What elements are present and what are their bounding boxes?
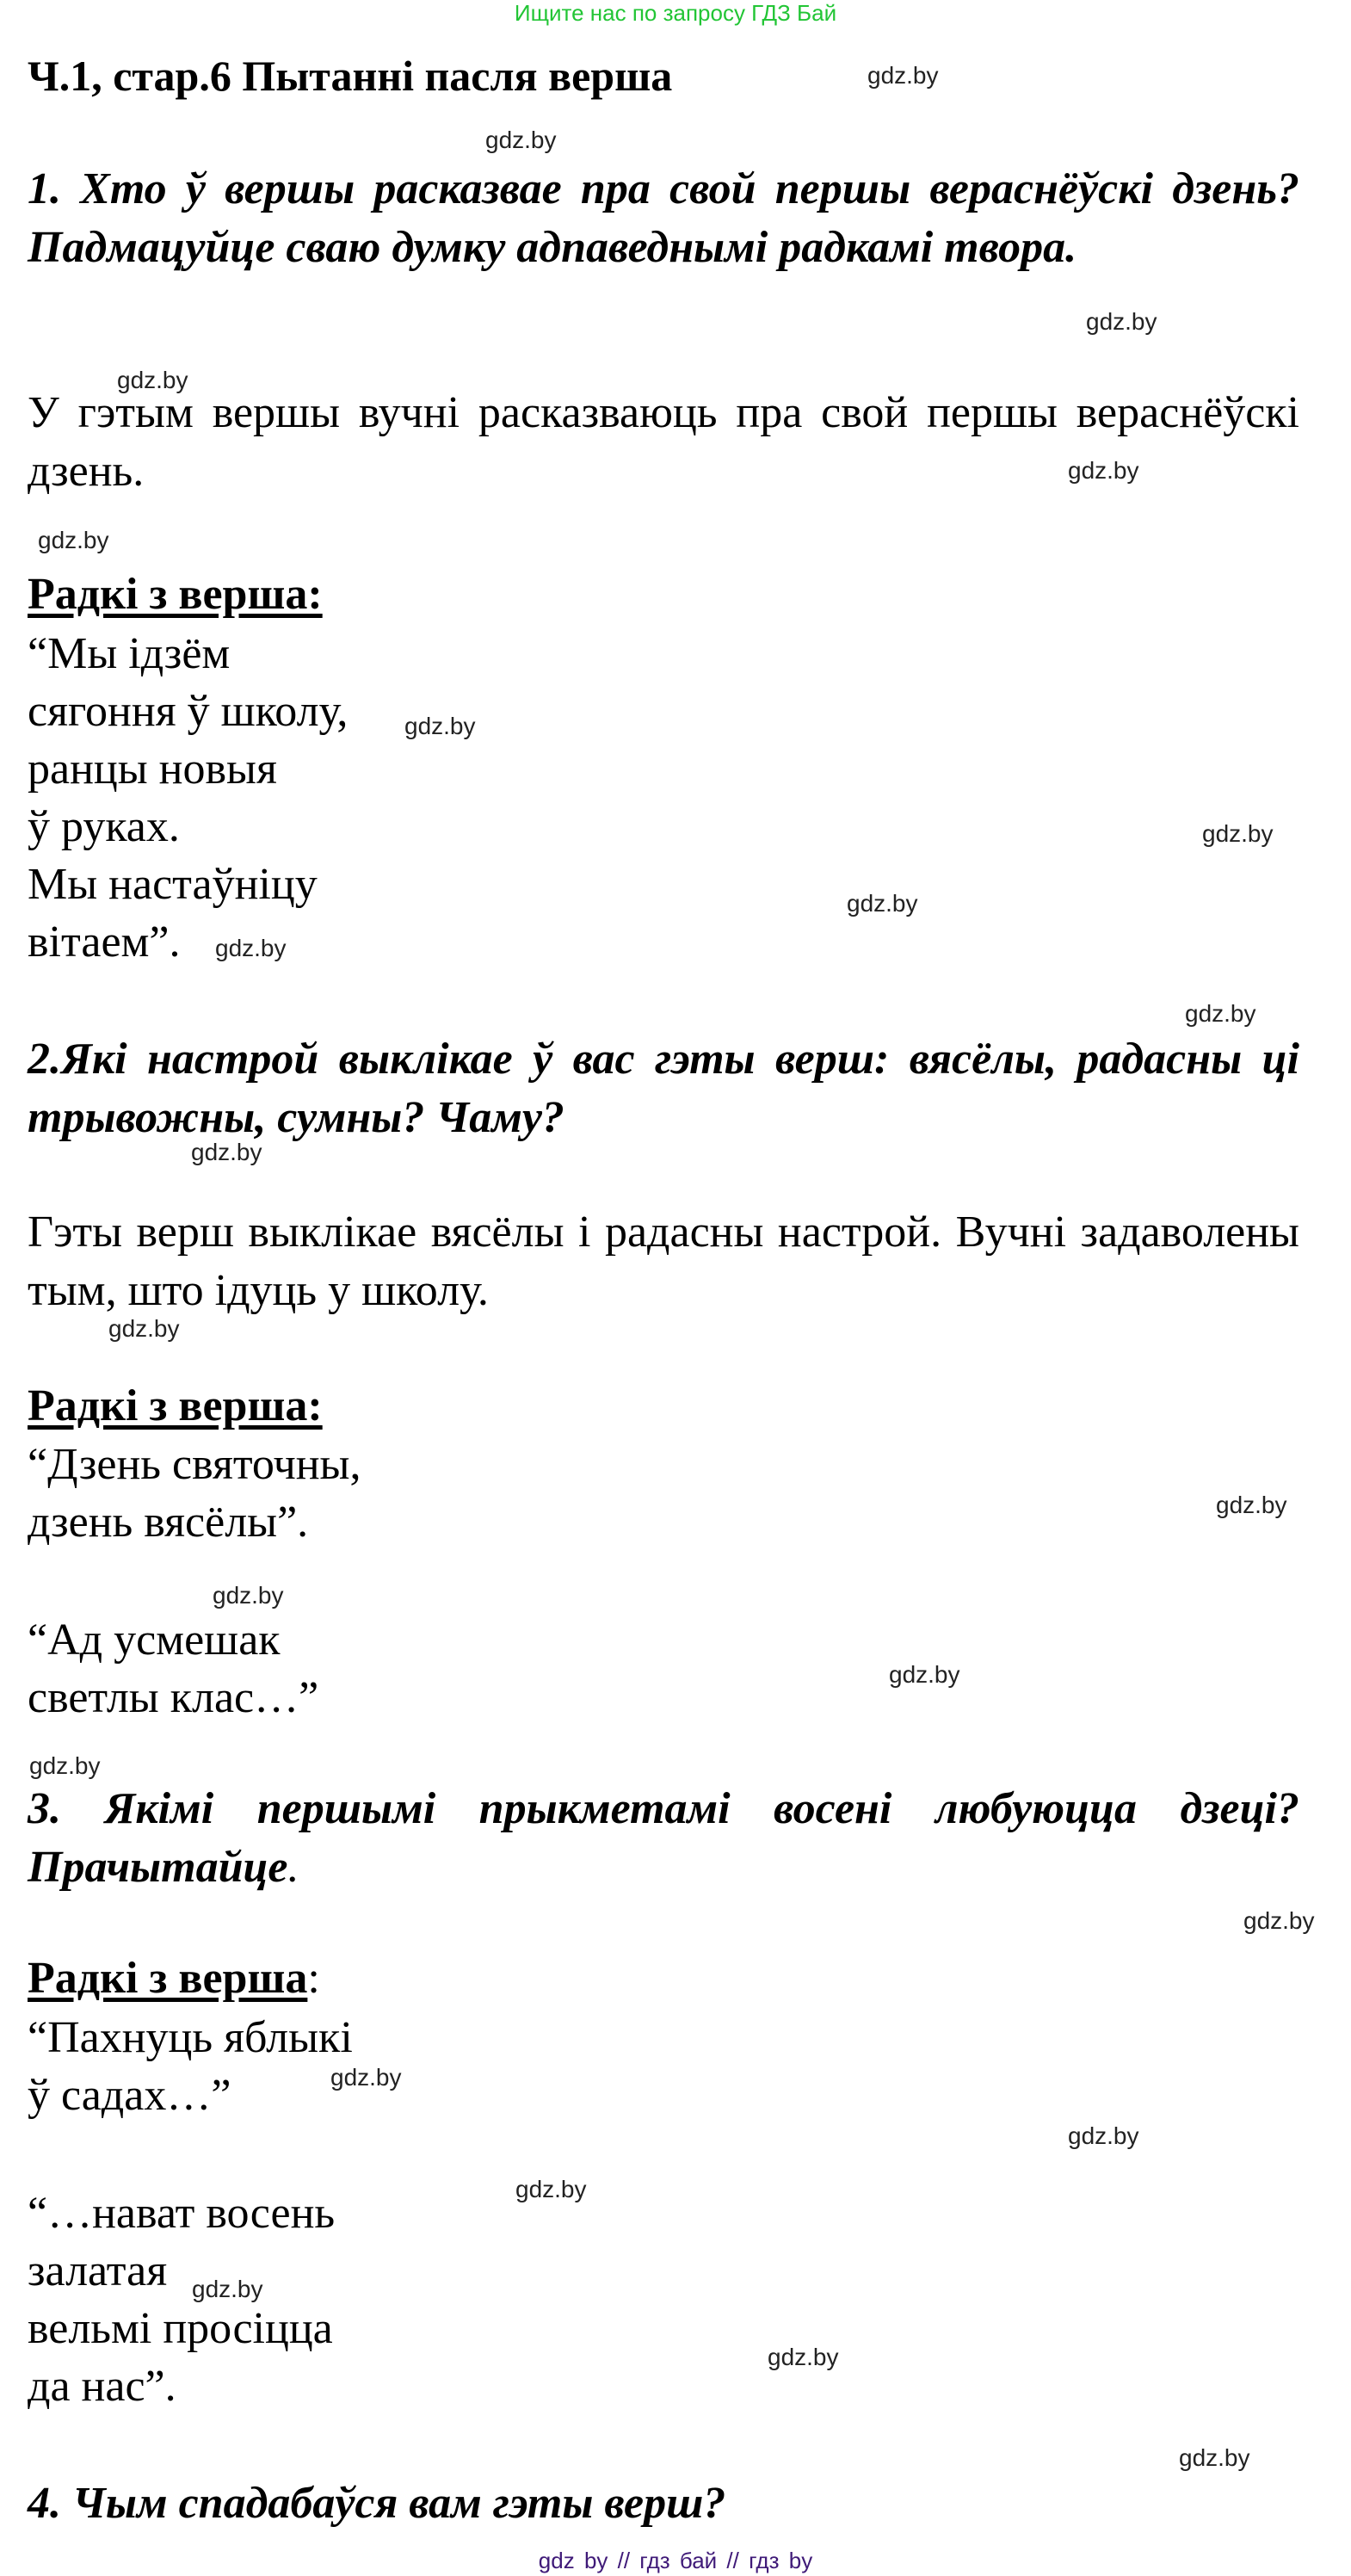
verse-line: ў садах…”	[28, 2071, 231, 2120]
top-banner[interactable]: Ищите нас по запросу ГДЗ Бай	[514, 0, 837, 26]
verse-block-2b	[28, 1611, 318, 1727]
watermark: gdz.by	[192, 2276, 263, 2302]
watermark: gdz.by	[867, 62, 939, 89]
quotes-heading-3	[28, 1952, 320, 2005]
watermark: gdz.by	[1185, 1000, 1256, 1027]
watermark: gdz.by	[29, 1752, 101, 1779]
verse-block-3b	[28, 2184, 335, 2415]
watermark: gdz.by	[889, 1661, 960, 1688]
verse-line: вітаем”.	[28, 917, 181, 967]
watermark: gdz.by	[1068, 2122, 1139, 2149]
watermark: gdz.by	[847, 890, 918, 917]
verse-line: ранцы новыя	[28, 744, 277, 794]
question-2: 2.Які настрой выклікае ў вас гэты верш: вясёлы, радасны ці трывожны, сумны? Чаму?	[28, 1035, 1299, 1142]
watermark: gdz.by	[768, 2344, 839, 2370]
verse-line: “Ад усмешак	[28, 1615, 281, 1665]
verse-block-1	[28, 625, 348, 971]
verse-block-2a	[28, 1436, 361, 1551]
watermark: gdz.by	[213, 1582, 284, 1609]
verse-line: Мы настаўніцу	[28, 860, 318, 909]
quotes-heading-colon: :	[307, 1954, 320, 2003]
verse-line: ў руках.	[28, 802, 180, 851]
quotes-heading-label: Радкі з верша:	[28, 570, 323, 619]
watermark: gdz.by	[108, 1315, 180, 1342]
bottom-banner[interactable]: gdz by // гдз бай // гдз by	[538, 2548, 813, 2573]
watermark: gdz.by	[1243, 1907, 1315, 1934]
watermark: gdz.by	[1202, 820, 1274, 847]
verse-line: светлы клас…”	[28, 1673, 319, 1722]
question-1: 1. Хто ў вершы расказвае пра свой першы вераснёўскі дзень? Падмацуйце сваю думку адпаведнымі радкамі твора.	[28, 164, 1299, 272]
verse-block-3a	[28, 2009, 353, 2124]
verse-line: залатая	[28, 2246, 168, 2295]
watermark: gdz.by	[515, 2176, 587, 2202]
answer-1: У гэтым вершы вучні расказваюць пра свой першы вераснёўскі дзень.	[28, 388, 1299, 496]
page-title: Ч.1, стар.6 Пытанні пасля верша	[28, 52, 673, 100]
watermark: gdz.by	[1216, 1492, 1287, 1518]
question-4: 4. Чым спадабаўся вам гэты верш?	[28, 2479, 726, 2528]
verse-line: сягоння ў школу,	[28, 687, 349, 736]
verse-line: “Пахнуць яблыкі	[28, 2013, 353, 2062]
quotes-heading-label: Радкі з верша	[28, 1954, 308, 2003]
verse-line: дзень вясёлы”.	[28, 1498, 309, 1547]
verse-line: вельмі просіцца	[28, 2304, 333, 2353]
watermark: gdz.by	[330, 2064, 402, 2091]
verse-line: “…нават восень	[28, 2189, 336, 2238]
verse-line: “Мы ідзём	[28, 629, 231, 678]
watermark: gdz.by	[485, 127, 557, 153]
watermark: gdz.by	[1179, 2444, 1250, 2471]
quotes-heading-1	[28, 568, 323, 621]
watermark: gdz.by	[1086, 308, 1157, 335]
verse-line: “Дзень святочны,	[28, 1440, 361, 1489]
watermark: gdz.by	[117, 367, 188, 393]
watermark: gdz.by	[38, 527, 109, 553]
quotes-heading-label: Радкі з верша:	[28, 1381, 323, 1430]
watermark: gdz.by	[191, 1139, 262, 1165]
question-3	[28, 1780, 1299, 1897]
question-3-period: .	[287, 1843, 299, 1892]
question-3-text: 3. Якімі першымі прыкметамі восені любуюцца дзеці? Прачытайце	[28, 1784, 1299, 1892]
quotes-heading-2	[28, 1380, 323, 1433]
watermark: gdz.by	[1068, 457, 1139, 484]
answer-2: Гэты верш выклікае вясёлы і радасны настрой. Вучні задаволены тым, што ідуць у школу.	[28, 1208, 1299, 1315]
watermark: gdz.by	[215, 935, 287, 961]
verse-line: да нас”.	[28, 2362, 176, 2411]
watermark: gdz.by	[404, 713, 476, 739]
